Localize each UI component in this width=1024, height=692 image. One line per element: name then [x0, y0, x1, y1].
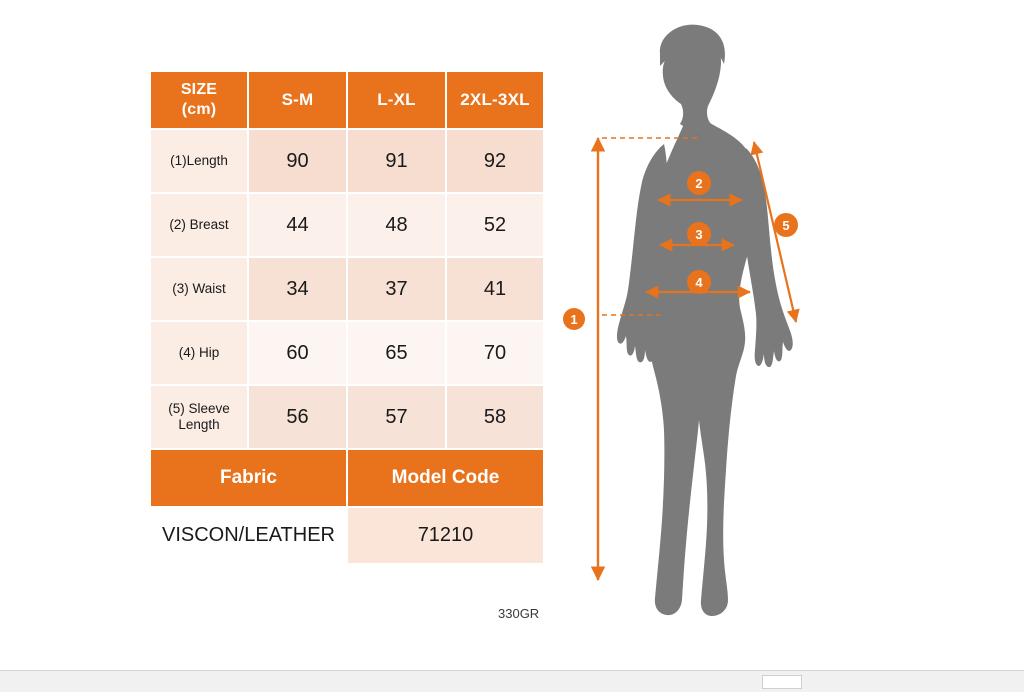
cell-waist-lxl: 37: [347, 257, 446, 321]
weight-label: 330GR: [498, 606, 540, 621]
marker-badge-1-label: 1: [570, 312, 578, 327]
footer-header-fabric: Fabric: [150, 449, 347, 507]
table-row: [150, 129, 544, 193]
row-label-sleeve-length: [150, 385, 248, 449]
cell-breast-2xl3xl: 52: [446, 193, 544, 257]
cell-waist-2xl3xl: 41: [446, 257, 544, 321]
marker-badge-2: [687, 171, 711, 195]
table-row: [150, 257, 544, 321]
footer-value-model-code: 71210: [347, 507, 544, 564]
table-header-row: [150, 71, 544, 129]
marker-badge-3-label: 3: [695, 227, 703, 242]
female-silhouette-icon: [617, 25, 793, 616]
marker-badge-4-label: 4: [695, 275, 703, 290]
table-header-size: [150, 71, 248, 129]
marker-badge-3: [687, 222, 711, 246]
cell-waist-sm: 34: [248, 257, 347, 321]
bottom-status-strip: [0, 670, 1024, 692]
row-label-waist: (3) Waist: [150, 257, 248, 321]
row-label-breast: (2) Breast: [150, 193, 248, 257]
size-header-line2: (cm): [181, 101, 217, 118]
cell-sleeve-2xl3xl: 58: [446, 385, 544, 449]
measurement-figure: [560, 20, 860, 630]
table-header-col-2xl3xl: 2XL-3XL: [446, 71, 544, 129]
marker-badge-5-label: 5: [782, 218, 790, 233]
cell-breast-lxl: 48: [347, 193, 446, 257]
table-header-col-lxl: L-XL: [347, 71, 446, 129]
marker-badge-5: [774, 213, 798, 237]
table-footer-header-row: [150, 449, 544, 507]
cell-length-sm: 90: [248, 129, 347, 193]
sleeve-label-line2: Length: [178, 417, 220, 432]
footer-header-model-code: Model Code: [347, 449, 544, 507]
marker-badge-1: [563, 308, 585, 330]
size-header-line1: SIZE: [180, 81, 218, 98]
table-header-col-sm: S-M: [248, 71, 347, 129]
cell-hip-lxl: 65: [347, 321, 446, 385]
cell-sleeve-sm: 56: [248, 385, 347, 449]
marker-badge-2-label: 2: [695, 176, 703, 191]
table-row: [150, 321, 544, 385]
cell-length-lxl: 91: [347, 129, 446, 193]
footer-value-fabric: VISCON/LEATHER: [150, 507, 347, 564]
row-label-hip: (4) Hip: [150, 321, 248, 385]
cell-hip-2xl3xl: 70: [446, 321, 544, 385]
table-row: [150, 385, 544, 449]
table-row: [150, 193, 544, 257]
cell-hip-sm: 60: [248, 321, 347, 385]
bottom-strip-field: [762, 675, 802, 689]
cell-sleeve-lxl: 57: [347, 385, 446, 449]
marker-badge-4: [687, 270, 711, 294]
cell-breast-sm: 44: [248, 193, 347, 257]
size-table: [149, 70, 545, 565]
table-footer-value-row: [150, 507, 544, 564]
top-divider: [0, 0, 1024, 1]
sleeve-label-line1: (5) Sleeve: [168, 400, 230, 416]
cell-length-2xl3xl: 92: [446, 129, 544, 193]
row-label-length: (1)Length: [150, 129, 248, 193]
